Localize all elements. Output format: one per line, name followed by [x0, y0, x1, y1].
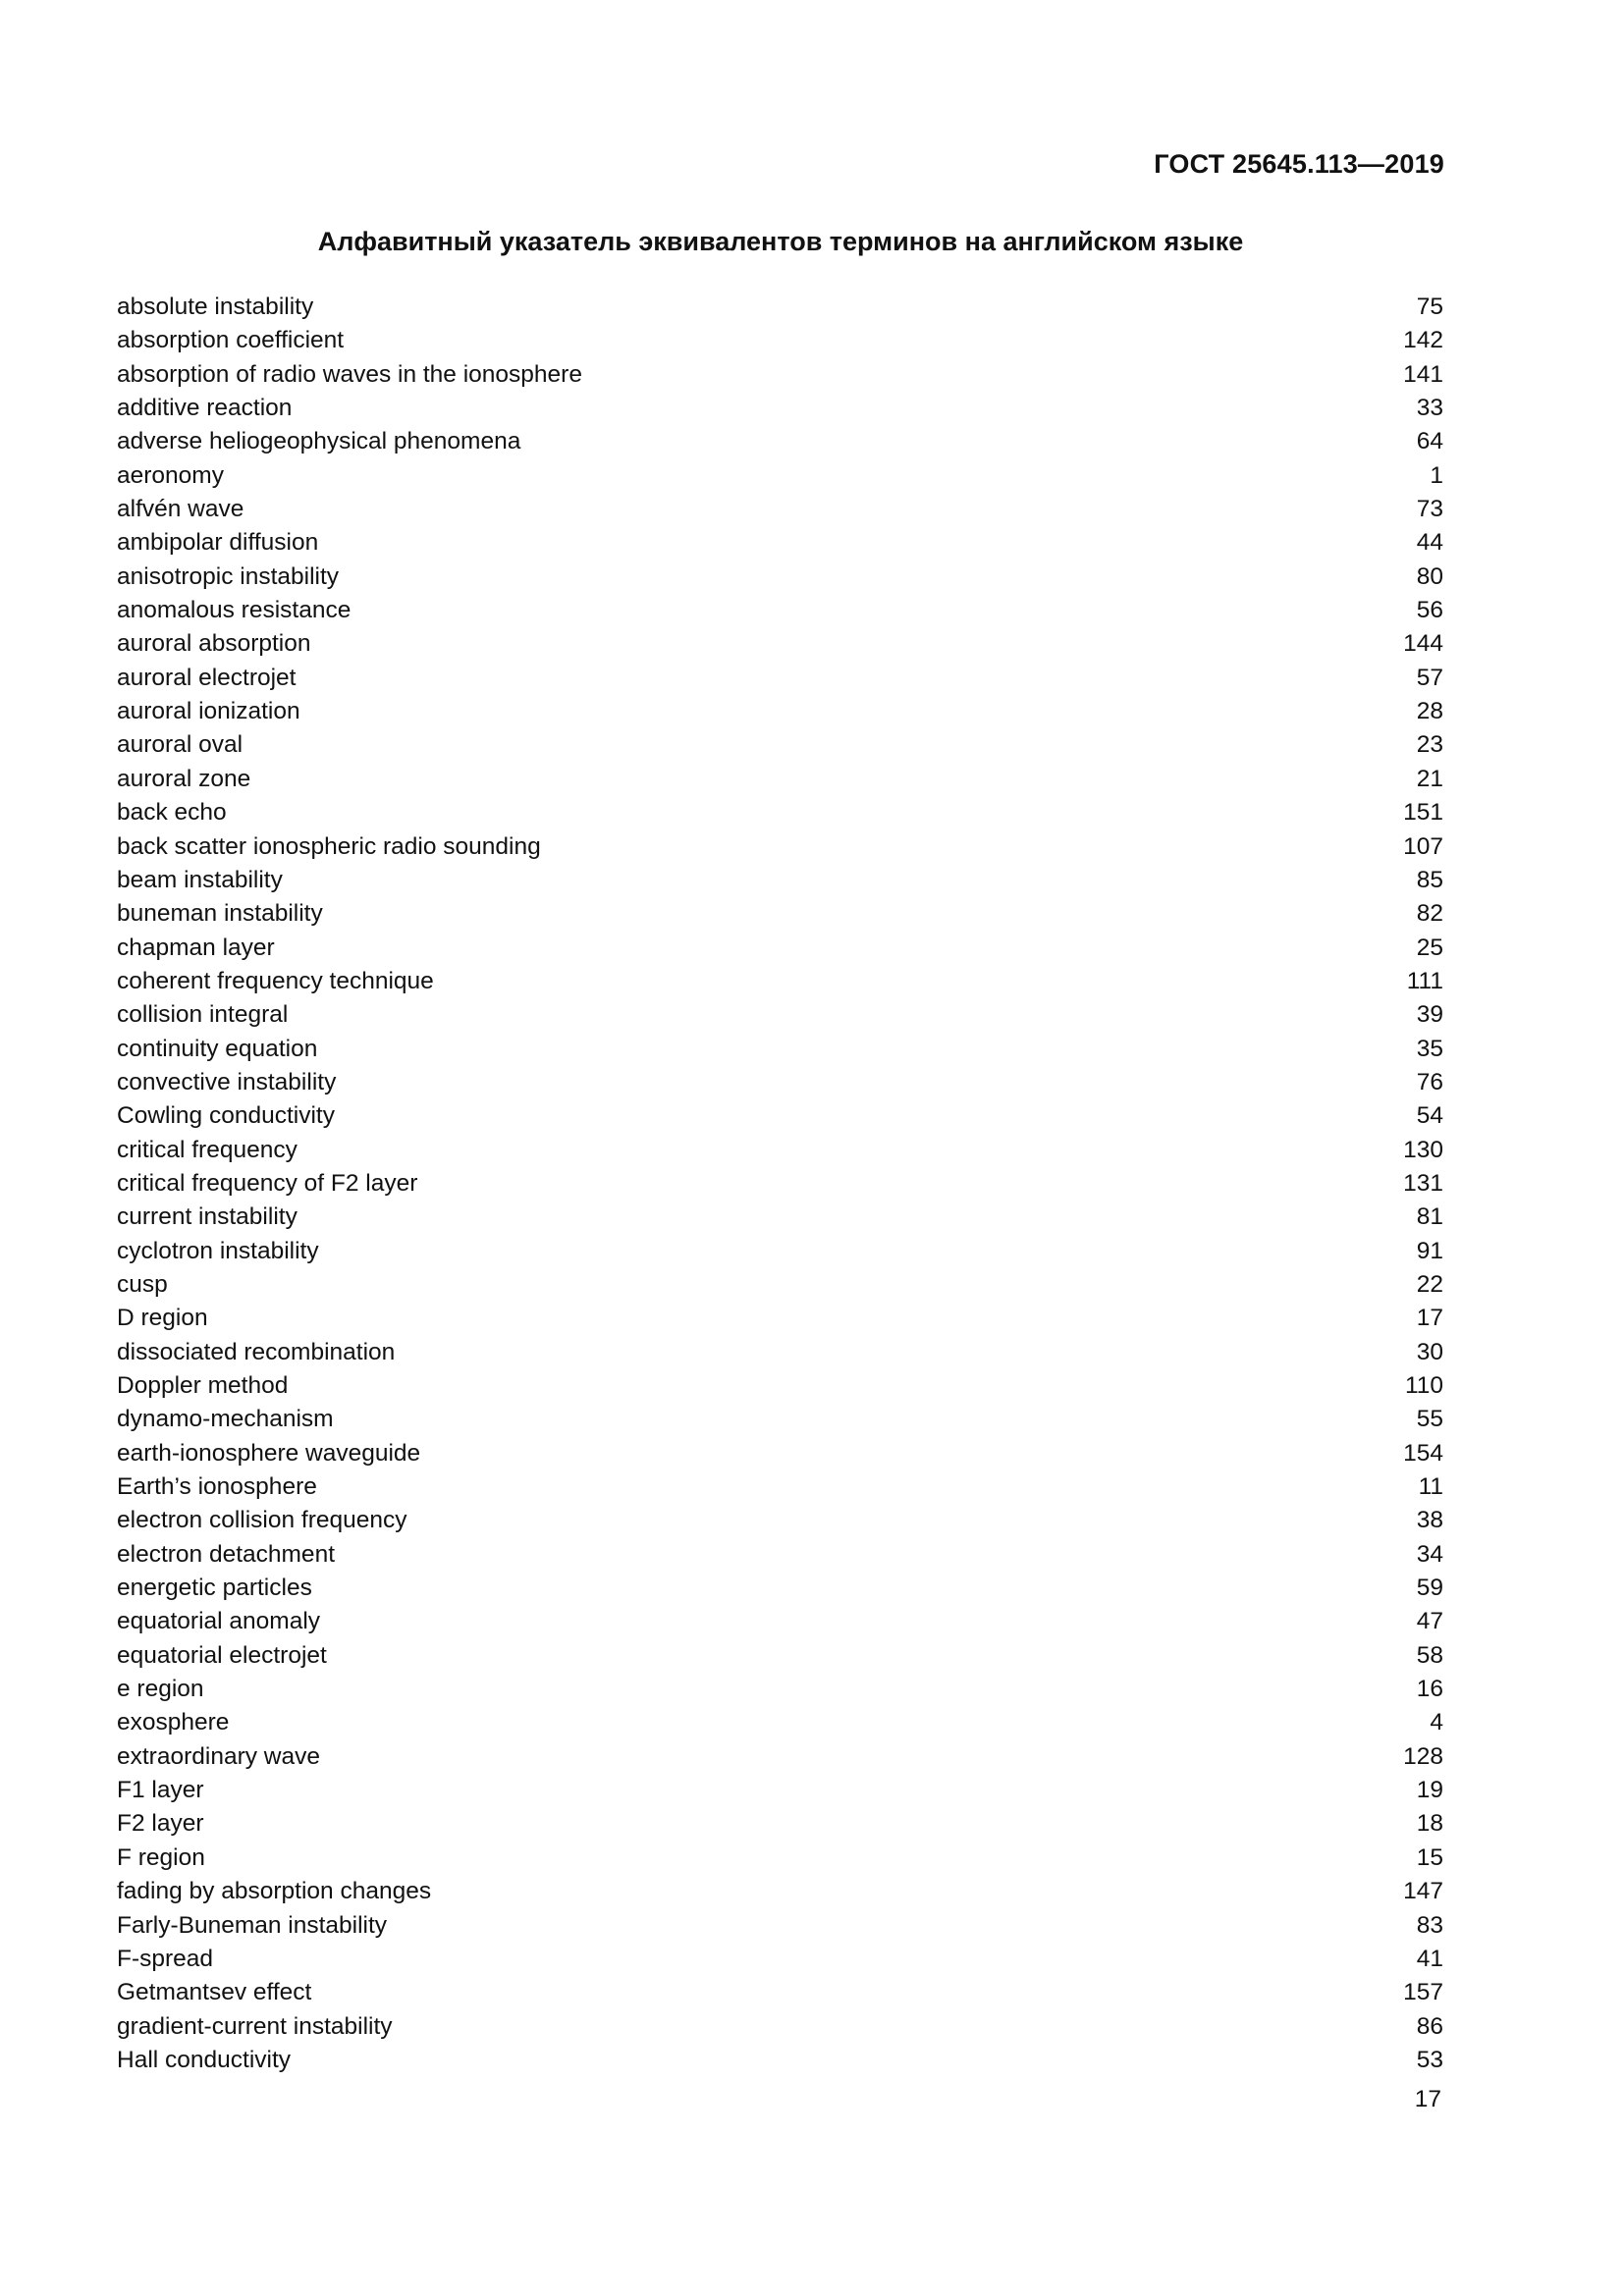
index-entry-term: electron collision frequency — [117, 1507, 407, 1534]
index-entry — [117, 1470, 1443, 1504]
index-entry-term: absorption coefficient — [117, 327, 345, 354]
index-entry-term: beam instability — [117, 866, 283, 893]
index-entry-term: anisotropic instability — [117, 562, 340, 590]
index-entry-term: alfvén wave — [117, 496, 244, 523]
index-entry-number: 144 — [1403, 630, 1443, 658]
index-entry-term: back echo — [117, 799, 227, 827]
index-entry-number: 23 — [1416, 731, 1443, 759]
index-entry-term: convective instability — [117, 1068, 337, 1095]
index-entry-number: 81 — [1416, 1203, 1443, 1231]
index-entry-number: 4 — [1430, 1709, 1443, 1736]
index-entry-term: Cowling conductivity — [117, 1102, 335, 1130]
index-entry — [117, 1842, 1443, 1875]
index-entry-number: 83 — [1416, 1911, 1443, 1939]
index-entry-number: 141 — [1403, 360, 1443, 388]
index-entry-number: 25 — [1416, 934, 1443, 961]
index-entry — [117, 425, 1443, 458]
index-entry — [117, 864, 1443, 897]
index-entry-term: auroral absorption — [117, 630, 311, 658]
index-entry-term: fading by absorption changes — [117, 1878, 432, 1905]
index-entry-number: 11 — [1418, 1473, 1443, 1501]
index-entry — [117, 1302, 1443, 1335]
index-entry-number: 142 — [1403, 327, 1443, 354]
index-entry-number: 107 — [1403, 832, 1443, 860]
index-entry — [117, 1437, 1443, 1470]
index-entry-number: 35 — [1416, 1035, 1443, 1062]
index-entry-term: critical frequency — [117, 1136, 298, 1163]
index-entry — [117, 728, 1443, 762]
index-entry — [117, 526, 1443, 560]
index-entry-term: additive reaction — [117, 395, 293, 422]
index-entry-term: continuity equation — [117, 1035, 318, 1062]
index-entry-number: 64 — [1416, 428, 1443, 455]
index-entry-number: 76 — [1416, 1068, 1443, 1095]
index-entry — [117, 561, 1443, 594]
index-entry-number: 86 — [1416, 2012, 1443, 2040]
index-entry — [117, 1369, 1443, 1403]
index-entry-term: earth-ionosphere waveguide — [117, 1439, 421, 1467]
index-entry-term: dissociated recombination — [117, 1338, 396, 1365]
index-entry — [117, 1706, 1443, 1739]
index-entry-term: aeronomy — [117, 461, 224, 489]
index-entry — [117, 291, 1443, 324]
index-entry — [117, 1099, 1443, 1133]
index-entry — [117, 1673, 1443, 1706]
index-entry — [117, 662, 1443, 695]
index-entry-term: Earth’s ionosphere — [117, 1473, 317, 1501]
index-entry — [117, 493, 1443, 526]
index-entry-term: adverse heliogeophysical phenomena — [117, 428, 521, 455]
index-entry — [117, 1538, 1443, 1572]
index-entry — [117, 695, 1443, 728]
index-entry — [117, 1268, 1443, 1302]
index-entry-term: absolute instability — [117, 294, 314, 320]
index-entry-term: equatorial electrojet — [117, 1641, 327, 1669]
index-entry-number: 58 — [1416, 1641, 1443, 1669]
index-entry-term: F2 layer — [117, 1810, 204, 1838]
index-entry-number: 1 — [1430, 461, 1443, 489]
index-entry-number: 22 — [1416, 1270, 1443, 1298]
index-entry — [117, 1605, 1443, 1638]
index-entry-number: 18 — [1416, 1810, 1443, 1838]
standard-code-header: ГОСТ 25645.113—2019 — [1154, 149, 1444, 179]
index-entry-term: e region — [117, 1676, 204, 1703]
index-entry — [117, 932, 1443, 965]
index-entry-number: 131 — [1403, 1169, 1443, 1197]
index-entry — [117, 1167, 1443, 1201]
index-entry-term: back scatter ionospheric radio sounding — [117, 832, 541, 860]
index-entry-number: 75 — [1416, 294, 1443, 320]
index-entry-number: 57 — [1416, 664, 1443, 691]
index-entry — [117, 1504, 1443, 1537]
index-entry — [117, 998, 1443, 1032]
index-entry — [117, 965, 1443, 998]
index-entry-term: energetic particles — [117, 1575, 312, 1602]
page-number: 17 — [1414, 2086, 1441, 2112]
index-entry-term: auroral ionization — [117, 698, 300, 725]
index-entry — [117, 796, 1443, 829]
index-entry-term: collision integral — [117, 1001, 289, 1029]
index-entry-number: 39 — [1416, 1001, 1443, 1029]
index-entry-term: gradient-current instability — [117, 2012, 393, 2040]
index-entry-number: 17 — [1416, 1305, 1443, 1332]
index-entry-term: F-spread — [117, 1945, 214, 1972]
index-entry-number: 130 — [1403, 1136, 1443, 1163]
index-entry — [117, 1403, 1443, 1436]
index-entry-number: 59 — [1416, 1575, 1443, 1602]
index-entry-number: 128 — [1403, 1742, 1443, 1770]
index-entry-number: 47 — [1416, 1608, 1443, 1635]
index-entry-number: 82 — [1416, 900, 1443, 928]
index-entry-number: 19 — [1416, 1777, 1443, 1804]
index-entry — [117, 1201, 1443, 1234]
index-entry-number: 110 — [1404, 1372, 1443, 1399]
index-entry — [117, 1943, 1443, 1976]
index-entry-term: Farly-Buneman instability — [117, 1911, 388, 1939]
index-entry-term: D region — [117, 1305, 208, 1332]
index-entry — [117, 1336, 1443, 1369]
index-entry-number: 56 — [1416, 597, 1443, 624]
index-entry — [117, 1774, 1443, 1807]
index-entry-term: extraordinary wave — [117, 1742, 320, 1770]
index-entry-term: buneman instability — [117, 900, 323, 928]
term-index-list — [117, 291, 1443, 2077]
index-entry — [117, 1033, 1443, 1066]
index-entry — [117, 1909, 1443, 1943]
index-entry-number: 154 — [1403, 1439, 1443, 1467]
index-entry-number: 73 — [1416, 496, 1443, 523]
index-entry-number: 54 — [1416, 1102, 1443, 1130]
index-entry-number: 33 — [1416, 395, 1443, 422]
index-entry-term: cyclotron instability — [117, 1237, 319, 1264]
index-entry-number: 16 — [1416, 1676, 1443, 1703]
index-entry — [117, 2044, 1443, 2077]
index-entry — [117, 763, 1443, 796]
index-entry-term: auroral electrojet — [117, 664, 297, 691]
index-entry — [117, 830, 1443, 864]
index-entry — [117, 1134, 1443, 1167]
index-entry-term: cusp — [117, 1270, 168, 1298]
index-entry-number: 91 — [1416, 1237, 1443, 1264]
index-entry-number: 41 — [1416, 1945, 1443, 1972]
index-entry-number: 157 — [1403, 1979, 1443, 2006]
index-entry — [117, 392, 1443, 425]
index-entry-term: electron detachment — [117, 1540, 335, 1568]
index-entry — [117, 1572, 1443, 1605]
index-entry-term: Doppler method — [117, 1372, 289, 1399]
index-entry-term: auroral zone — [117, 765, 251, 792]
index-entry-number: 34 — [1416, 1540, 1443, 1568]
index-entry — [117, 1740, 1443, 1774]
index-entry — [117, 1875, 1443, 1908]
index-entry-term: auroral oval — [117, 731, 244, 759]
index-entry-term: dynamo-mechanism — [117, 1406, 334, 1433]
index-entry-number: 38 — [1416, 1507, 1443, 1534]
index-entry — [117, 2010, 1443, 2044]
index-entry — [117, 1639, 1443, 1673]
index-entry-number: 21 — [1416, 765, 1443, 792]
index-entry — [117, 358, 1443, 392]
index-entry-number: 30 — [1416, 1338, 1443, 1365]
index-entry-number: 55 — [1416, 1406, 1443, 1433]
index-entry-term: anomalous resistance — [117, 597, 352, 624]
index-entry-term: F region — [117, 1843, 205, 1871]
index-entry-number: 85 — [1416, 866, 1443, 893]
index-entry-term: F1 layer — [117, 1777, 204, 1804]
index-entry — [117, 594, 1443, 627]
index-entry-term: equatorial anomaly — [117, 1608, 321, 1635]
index-title: Алфавитный указатель эквивалентов терминов на английском языке — [317, 227, 1244, 256]
index-entry-term: critical frequency of F2 layer — [117, 1169, 418, 1197]
index-entry-number: 147 — [1403, 1878, 1443, 1905]
index-entry-number: 44 — [1416, 529, 1443, 557]
index-entry-number: 111 — [1406, 967, 1443, 994]
index-entry-term: coherent frequency technique — [117, 967, 434, 994]
index-entry — [117, 1066, 1443, 1099]
index-entry — [117, 627, 1443, 661]
index-entry-term: exosphere — [117, 1709, 230, 1736]
index-entry-number: 151 — [1403, 799, 1443, 827]
index-entry-term: ambipolar diffusion — [117, 529, 319, 557]
index-entry-term: Hall conductivity — [117, 2046, 292, 2073]
index-entry — [117, 1235, 1443, 1268]
index-entry — [117, 459, 1443, 493]
index-entry — [117, 1807, 1443, 1841]
index-entry — [117, 897, 1443, 931]
index-entry-term: absorption of radio waves in the ionosphere — [117, 360, 582, 388]
index-entry-term: Getmantsev effect — [117, 1979, 312, 2006]
index-entry-number: 28 — [1416, 698, 1443, 725]
index-entry-term: chapman layer — [117, 934, 275, 961]
index-entry — [117, 324, 1443, 357]
index-entry-number: 15 — [1416, 1843, 1443, 1871]
index-entry-term: current instability — [117, 1203, 298, 1231]
index-entry-number: 53 — [1416, 2046, 1443, 2073]
index-entry — [117, 1976, 1443, 2009]
index-entry-number: 80 — [1416, 562, 1443, 590]
